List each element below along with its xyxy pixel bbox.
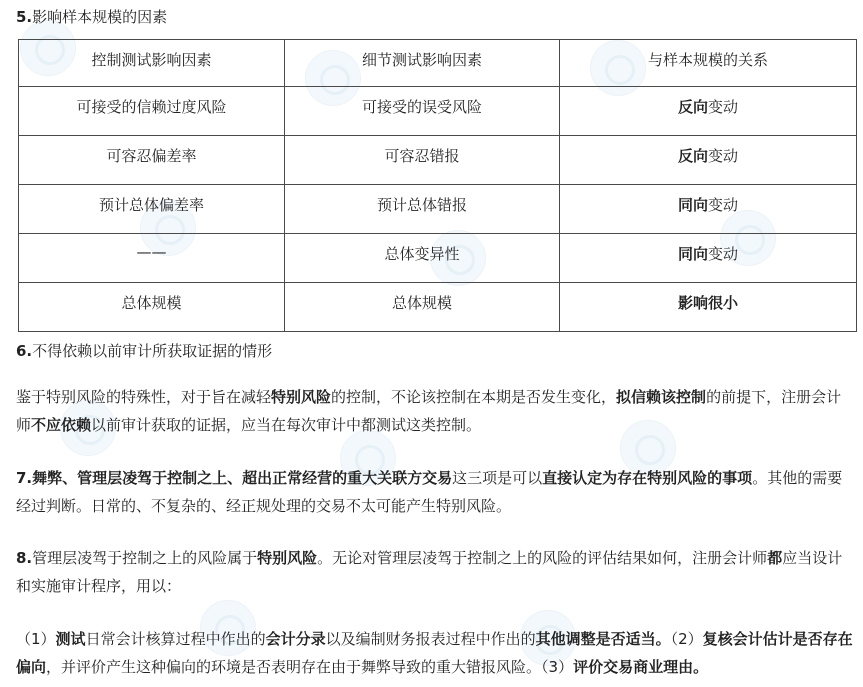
section-7-paragraph xyxy=(16,464,856,520)
section-number: 5. xyxy=(16,8,33,26)
section-number: 8. xyxy=(16,549,33,567)
text-run: 日常会计核算过程中作出的 xyxy=(85,630,266,648)
bold-run: 测试 xyxy=(55,630,86,648)
text-run: 以前审计获取的证据，应当在每次审计中都测试这类控制。 xyxy=(91,416,482,434)
relation-strong: 同向 xyxy=(677,245,708,263)
table-cell-relation xyxy=(560,87,857,136)
table-cell-relation xyxy=(560,136,857,185)
table-cell-relation xyxy=(560,283,857,332)
bold-run: 评价交易商业理由。 xyxy=(573,658,709,676)
bold-run: 特别风险 xyxy=(271,388,332,406)
table-cell-detail: 可接受的误受风险 xyxy=(285,87,560,136)
table-cell-detail: 总体规模 xyxy=(285,283,560,332)
text-run: 。其他的需要经过判断。日常的、不复杂的、经正规处理的交易不太可能产生特别风险。 xyxy=(16,469,843,515)
section-title: 影响样本规模的因素 xyxy=(32,8,168,26)
bold-run: 复核会计估计是否存在偏向 xyxy=(16,630,853,676)
list-number: （3） xyxy=(541,658,574,676)
section-5-heading xyxy=(16,6,167,27)
text-run: 鉴于特别风险的特殊性，对于旨在减轻 xyxy=(16,388,272,406)
text-run: 。无论对管理层凌驾于控制之上的风险的评估结果如何，注册会计师 xyxy=(317,549,768,567)
bold-run: 拟信赖该控制 xyxy=(616,388,707,406)
text-run: 的前提下，注册会计师 xyxy=(16,388,842,434)
section-6-paragraph xyxy=(16,383,856,439)
table-cell-control: 可容忍偏差率 xyxy=(19,136,285,185)
section-8-procedure-list xyxy=(16,625,858,681)
relation-rest: 变动 xyxy=(708,98,739,116)
text-run: 这三项是可以 xyxy=(452,469,543,487)
table-cell-detail: 可容忍错报 xyxy=(285,136,560,185)
section-title: 不得依赖以前审计所获取证据的情形 xyxy=(32,342,273,360)
table-header-cell: 与样本规模的关系 xyxy=(560,40,857,87)
table-row xyxy=(19,136,857,185)
text-run: ，并评价产生这种偏向的环境是否表明存在由于舞弊导致的重大错报风险。 xyxy=(46,658,542,676)
bold-run: 不应依赖 xyxy=(31,416,92,434)
table-row xyxy=(19,185,857,234)
text-run: 应当设计和实施审计程序，用以： xyxy=(16,549,843,595)
table-cell-relation xyxy=(560,234,857,283)
relation-strong: 影响很小 xyxy=(677,294,738,312)
bold-run: 直接认定为存在特别风险的事项 xyxy=(542,469,753,487)
table-cell-control: —— xyxy=(19,234,285,283)
sample-size-factors-table xyxy=(18,39,857,332)
bold-run: 其他调整是否适当。 xyxy=(535,630,671,648)
bold-run: 舞弊、管理层凌驾于控制之上、超出正常经营的重大关联方交易 xyxy=(32,469,453,487)
relation-strong: 反向 xyxy=(677,147,708,165)
section-number: 6. xyxy=(16,342,33,360)
table-cell-control: 可接受的信赖过度风险 xyxy=(19,87,285,136)
table-cell-detail: 预计总体错报 xyxy=(285,185,560,234)
list-number: （1） xyxy=(16,630,56,648)
bold-run: 特别风险 xyxy=(257,549,318,567)
table-cell-control: 预计总体偏差率 xyxy=(19,185,285,234)
relation-strong: 同向 xyxy=(677,196,708,214)
relation-rest: 变动 xyxy=(708,196,739,214)
text-run: 以及编制财务报表过程中作出的 xyxy=(325,630,536,648)
table-cell-relation xyxy=(560,185,857,234)
table-row xyxy=(19,87,857,136)
relation-strong: 反向 xyxy=(677,98,708,116)
bold-run: 会计分录 xyxy=(265,630,326,648)
table-header-row xyxy=(19,40,857,87)
table-cell-detail: 总体变异性 xyxy=(285,234,560,283)
text-run: 的控制，不论该控制在本期是否发生变化， xyxy=(331,388,617,406)
text-run: 管理层凌驾于控制之上的风险属于 xyxy=(32,549,258,567)
section-number: 7. xyxy=(16,469,33,487)
section-8-paragraph xyxy=(16,544,856,600)
bold-run: 都 xyxy=(767,549,783,567)
table-header-cell: 细节测试影响因素 xyxy=(285,40,560,87)
relation-rest: 变动 xyxy=(708,147,739,165)
relation-rest: 变动 xyxy=(708,245,739,263)
table-header-cell: 控制测试影响因素 xyxy=(19,40,285,87)
section-6-heading xyxy=(16,340,272,361)
table-cell-control: 总体规模 xyxy=(19,283,285,332)
table-row xyxy=(19,283,857,332)
list-number: （2） xyxy=(670,630,703,648)
table-row xyxy=(19,234,857,283)
